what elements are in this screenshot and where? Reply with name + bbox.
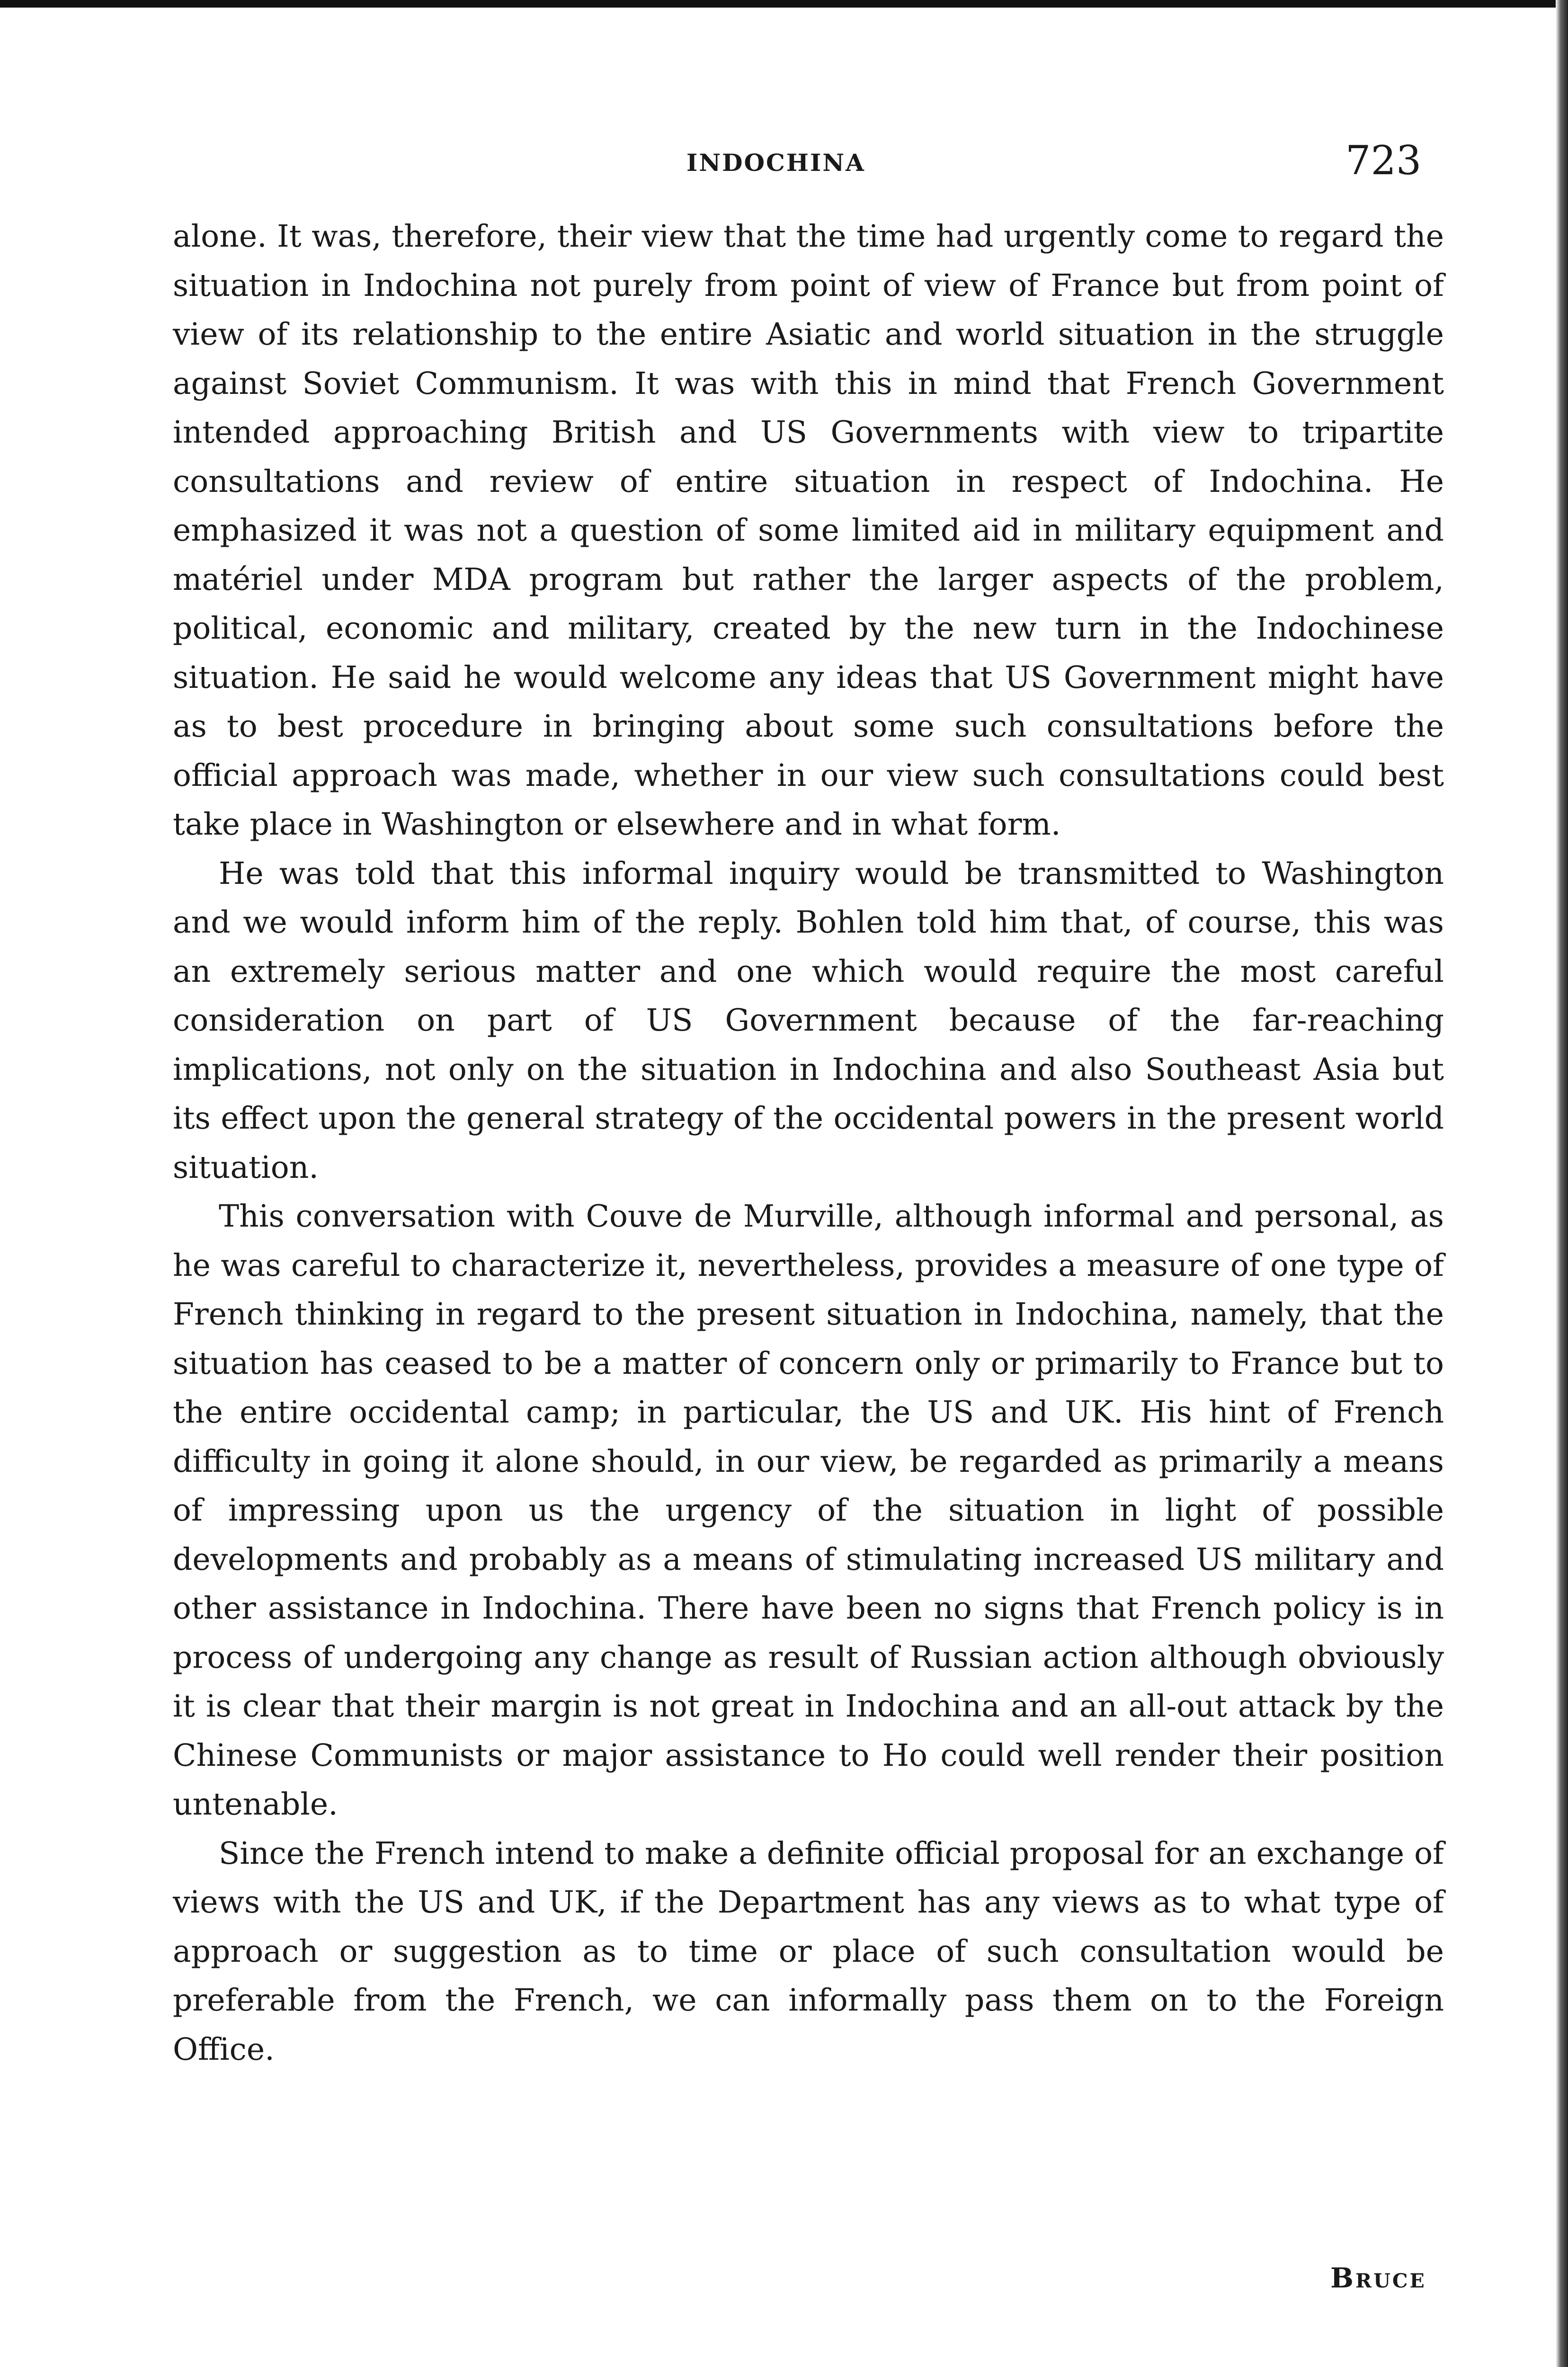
running-header xyxy=(0,137,1568,189)
paragraph-continued: alone. It was, therefore, their view that the time had urgently come to regard the situation in Indochina not purely from point of view of France but from point of view of its relationship to the entire Asiatic and world situation in the struggle against Soviet Communism. It was with this in mind that French Government intended approaching British and US Governments with view to tripartite consultations and review of entire situation in respect of Indochina. He emphasized it was not a question of some limited aid in military equipment and matériel under MDA program but rather the larger aspects of the problem, political, economic and military, created by the new turn in the Indochinese situation. He said he would welcome any ideas that US Government might have as to best procedure in bringing about some such consultations before the official approach was made, whether in our view such consultations could best take place in Washington or elsewhere and in what form. xyxy=(173,219,1444,842)
running-title: INDOCHINA xyxy=(686,149,865,177)
page-edge-shadow xyxy=(1556,0,1568,2367)
page-number: 723 xyxy=(1345,137,1422,184)
paragraph: He was told that this informal inquiry would be transmitted to Washington and we would inform him of the reply. Bohlen told him that, of course, this was an extremely serious matter and one which would require the most careful consideration on part of US Government because of the far-reaching implications, not only on the situation in Indochina and also Southeast Asia but its effect upon the general strategy of the occidental powers in the present world situation. xyxy=(173,855,1444,1185)
body-text xyxy=(173,212,1444,2074)
paragraph: This conversation with Couve de Murville, although informal and personal, as he was careful to characterize it, nevertheless, provides a measure of one type of French thinking in regard to the present situation in Indochina, namely, that the situation has ceased to be a matter of concern only or primarily to France but to the entire occidental camp; in particular, the US and UK. His hint of French difficulty in going it alone should, in our view, be regarded as primarily a means of impressing upon us the urgency of the situation in light of possible developments and probably as a means of stimulating increased US military and other assistance in Indochina. There have been no signs that French policy is in process of undergoing any change as result of Russian action although obviously it is clear that their margin is not great in Indochina and an all-out attack by the Chinese Communists or major assistance to Ho could well render their position untenable. xyxy=(173,1199,1444,1822)
paragraph: Since the French intend to make a definite official proposal for an exchange of views with the US and UK, if the Department has any views as to what type of approach or suggestion as to time or place of such consultation would be preferable from the French, we can informally pass them on to the Foreign Office. xyxy=(173,1835,1444,2067)
top-edge-rule xyxy=(0,0,1568,8)
signature: Bruce xyxy=(1330,2262,1426,2294)
